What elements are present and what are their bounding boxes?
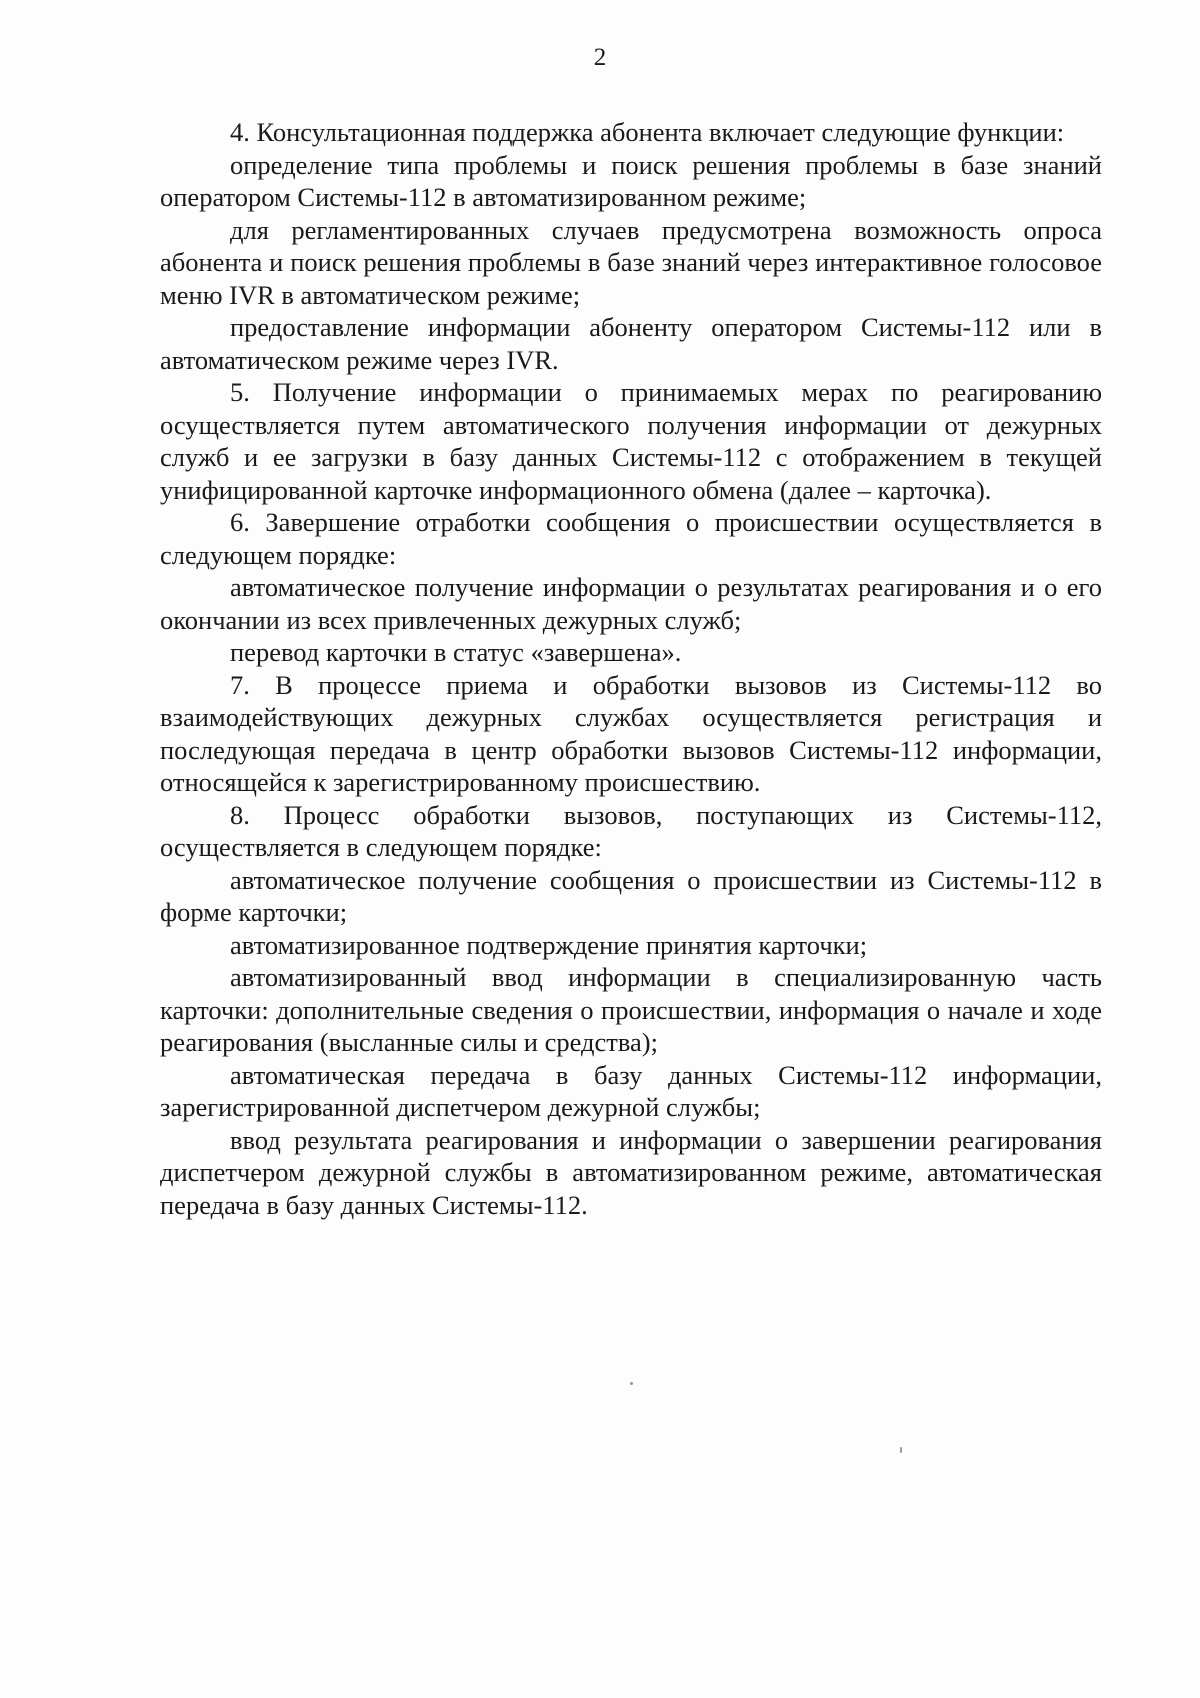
paragraph-card-status: перевод карточки в статус «завершена».	[230, 637, 682, 667]
scan-speck	[630, 1382, 633, 1385]
paragraph-result-input: ввод результата реагирования и информации о завершении реагирования диспетчером дежурной службы в автоматизированном режиме, автоматическая передача в базу данных Системы-112.	[160, 1124, 1102, 1220]
paragraph-auto-input: автоматизированный ввод информации в специализированную часть карточки: дополнительные сведения о происшествии, информация о начале и ходе реагирования (высланные силы и средства);	[160, 962, 1102, 1057]
paragraph-auto-results: автоматическое получение информации о результатах реагирования и о его окончании из всех привлеченных дежурных служб;	[160, 572, 1102, 635]
paragraph-item-6-intro: 6. Завершение отработки сообщения о происшествии осуществляется в следующем порядке:	[160, 507, 1102, 570]
paragraph-auto-receive: автоматическое получение сообщения о происшествии из Системы-112 в форме карточки;	[160, 864, 1102, 927]
paragraph-card-confirm: автоматизированное подтверждение принятия карточки;	[230, 929, 868, 960]
paragraph-item-7: 7. В процессе приема и обработки вызовов из Системы-112 во взаимодействующих дежурных службах осуществляется регистрация и последующая передача в центр обработки вызовов Системы-112 информации, относящейся к зарегистрированному происшествию.	[160, 669, 1102, 797]
scan-speck	[900, 1447, 902, 1453]
paragraph-item-8-intro: 8. Процесс обработки вызовов, поступающих из Системы-112, осуществляется в следующем порядке:	[160, 799, 1102, 862]
paragraph-auto-transfer: автоматическая передача в базу данных Системы-112 информации, зарегистрированной диспетчером дежурной службы;	[160, 1059, 1102, 1122]
document-body	[160, 116, 1102, 1221]
paragraph-info-provision: предоставление информации абоненту оператором Системы-112 или в автоматическом режиме через IVR.	[160, 312, 1102, 375]
paragraph-item-4-intro: 4. Консультационная поддержка абонента включает следующие функции:	[230, 117, 1065, 147]
paragraph-item-5: 5. Получение информации о принимаемых мерах по реагированию осуществляется путем автоматического получения информации от дежурных служб и ее загрузки в базу данных Системы-112 с отображением в текущей унифицированной карточке информационного обмена (далее – карточка).	[160, 377, 1102, 505]
page-number: 2	[593, 44, 607, 71]
paragraph-problem-type: определение типа проблемы и поиск решения проблемы в базе знаний оператором Системы-112 в автоматизированном режиме;	[160, 149, 1102, 212]
paragraph-regulated-cases: для регламентированных случаев предусмотрена возможность опроса абонента и поиск решения проблемы в базе знаний через интерактивное голосовое меню IVR в автоматическом режиме;	[160, 214, 1102, 310]
